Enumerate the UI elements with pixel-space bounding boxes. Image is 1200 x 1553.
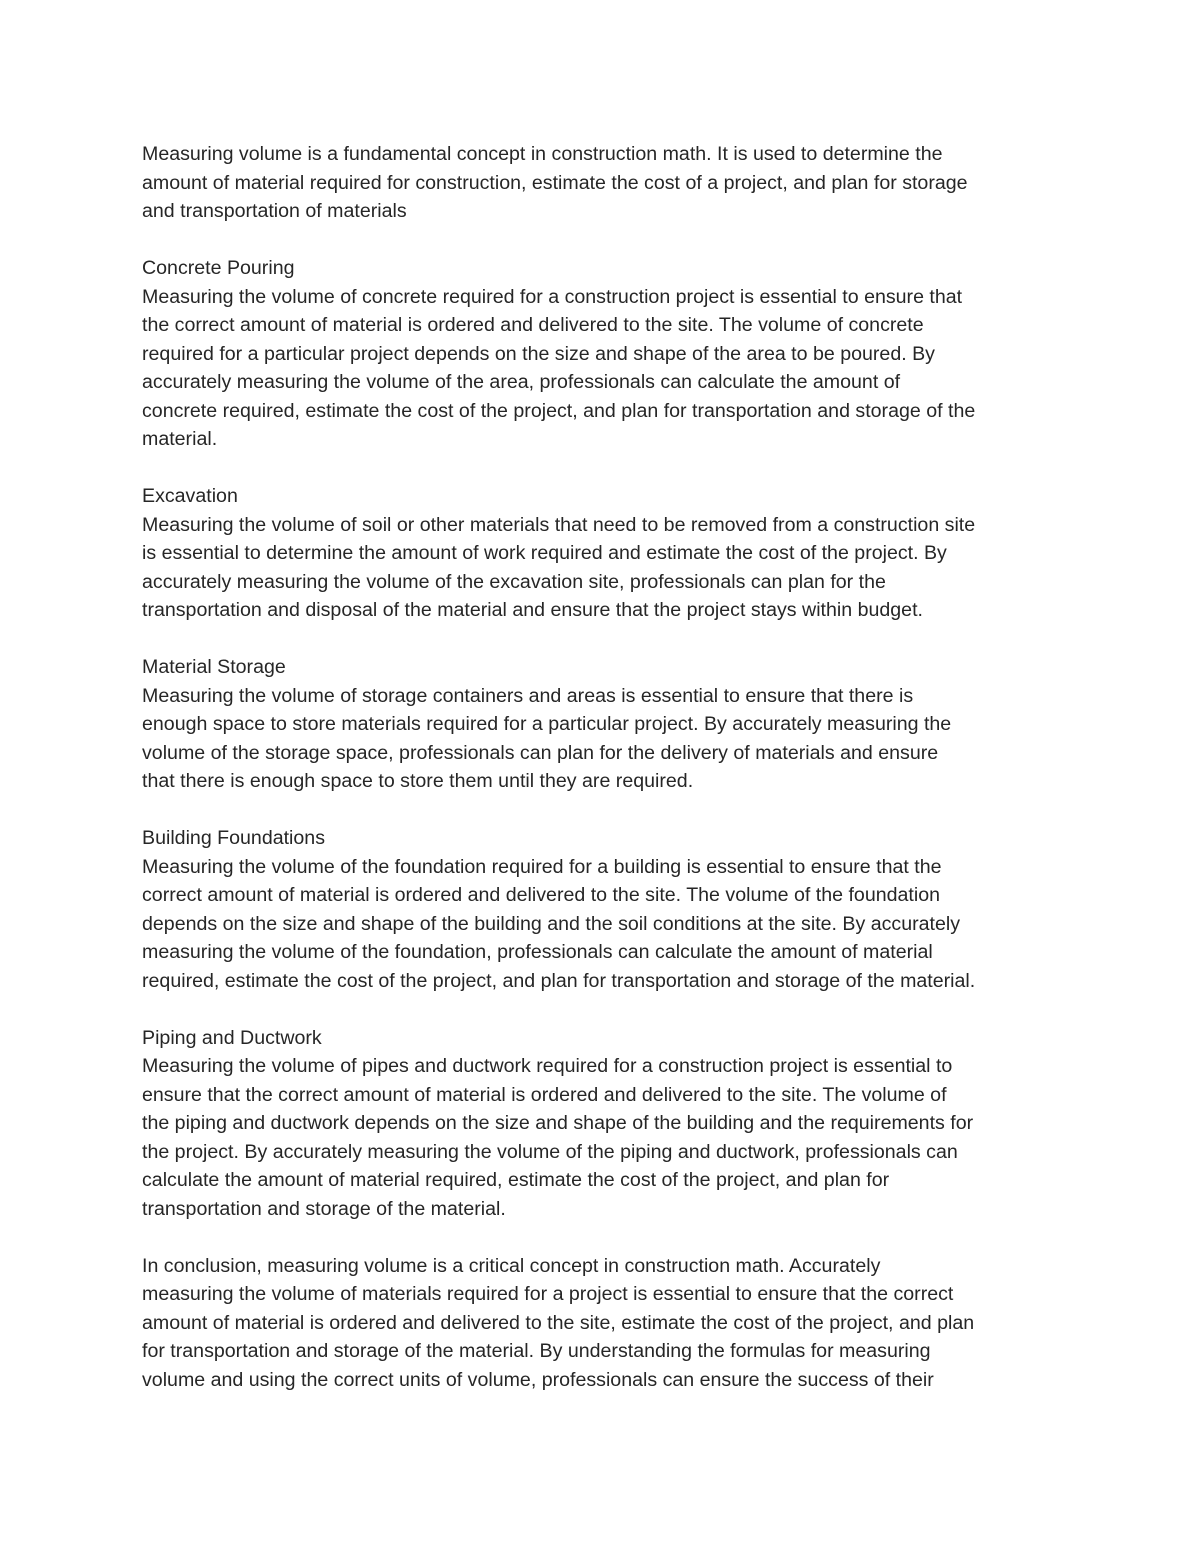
paragraph-line: transportation and disposal of the material and ensure that the project stays within budget. xyxy=(142,599,923,621)
paragraph-line: volume of the storage space, professionals can plan for the delivery of materials and ensure xyxy=(142,741,939,764)
paragraph-line: Measuring the volume of pipes and ductwork required for a construction project is essential to xyxy=(142,1055,953,1077)
paragraph-line: accurately measuring the volume of the area, professionals can calculate the amount of xyxy=(142,371,901,393)
paragraph-line: the project. By accurately measuring the volume of the piping and ductwork, professionals can xyxy=(142,1140,958,1163)
paragraph-line: accurately measuring the volume of the excavation site, professionals can plan for the xyxy=(142,570,886,593)
paragraph-line: and transportation of materials xyxy=(142,200,407,222)
paragraph-line: transportation and storage of the material. xyxy=(142,1197,506,1220)
section-heading: Excavation xyxy=(142,485,238,507)
paragraph-line: correct amount of material is ordered and delivered to the site. The volume of the foundation xyxy=(142,884,940,906)
section-heading: Building Foundations xyxy=(142,827,326,849)
paragraph-line: Measuring the volume of concrete required for a construction project is essential to ensure that xyxy=(142,285,963,308)
paragraph-line: Measuring the volume of storage containers and areas is essential to ensure that there is xyxy=(142,684,914,707)
paragraph-line: enough space to store materials required for a particular project. By accurately measuring the xyxy=(142,713,952,735)
paragraph-line: measuring the volume of materials required for a project is essential to ensure that the correct xyxy=(142,1283,954,1305)
paragraph-line: volume and using the correct units of volume, professionals can ensure the success of their xyxy=(142,1368,934,1391)
section-heading: Material Storage xyxy=(142,656,286,678)
paragraph-line: ensure that the correct amount of material is ordered and delivered to the site. The volume of xyxy=(142,1083,947,1106)
section-heading: Piping and Ductwork xyxy=(142,1026,322,1049)
document-body xyxy=(142,140,1072,1423)
paragraph-line: concrete required, estimate the cost of the project, and plan for transportation and storage of the xyxy=(142,399,976,422)
paragraph-line: Measuring volume is a fundamental concept in construction math. It is used to determine the xyxy=(142,143,943,165)
section-heading: Concrete Pouring xyxy=(142,257,295,279)
paragraph-line: calculate the amount of material required, estimate the cost of the project, and plan for xyxy=(142,1169,890,1191)
paragraph-line: is essential to determine the amount of work required and estimate the cost of the project. By xyxy=(142,542,947,564)
paragraph-line: In conclusion, measuring volume is a critical concept in construction math. Accurately xyxy=(142,1254,881,1277)
paragraph-line: measuring the volume of the foundation, professionals can calculate the amount of material xyxy=(142,941,933,963)
section-concrete-pouring xyxy=(142,254,1072,454)
paragraph-line: required, estimate the cost of the project, and plan for transportation and storage of the material. xyxy=(142,969,976,992)
paragraph-line: that there is enough space to store them until they are required. xyxy=(142,770,694,792)
section-piping-and-ductwork xyxy=(142,1024,1072,1224)
section-building-foundations xyxy=(142,824,1072,995)
paragraph-line: material. xyxy=(142,428,218,450)
section-material-storage xyxy=(142,653,1072,796)
conclusion-paragraph xyxy=(142,1252,1072,1395)
paragraph-line: the correct amount of material is ordered and delivered to the site. The volume of concrete xyxy=(142,314,924,336)
paragraph-line: the piping and ductwork depends on the size and shape of the building and the requirements for xyxy=(142,1112,974,1134)
paragraph-line: Measuring the volume of soil or other materials that need to be removed from a construction site xyxy=(142,513,976,536)
paragraph-line: depends on the size and shape of the building and the soil conditions at the site. By accurately xyxy=(142,912,961,935)
intro-paragraph xyxy=(142,140,1072,226)
paragraph-line: Measuring the volume of the foundation required for a building is essential to ensure that the xyxy=(142,855,942,878)
paragraph-line: amount of material is ordered and delivered to the site, estimate the cost of the project, and plan xyxy=(142,1311,975,1334)
paragraph-line: amount of material required for construction, estimate the cost of a project, and plan for storage xyxy=(142,171,968,194)
paragraph-line: for transportation and storage of the material. By understanding the formulas for measuring xyxy=(142,1340,931,1362)
section-excavation xyxy=(142,482,1072,625)
paragraph-line: required for a particular project depends on the size and shape of the area to be poured. By xyxy=(142,342,935,365)
